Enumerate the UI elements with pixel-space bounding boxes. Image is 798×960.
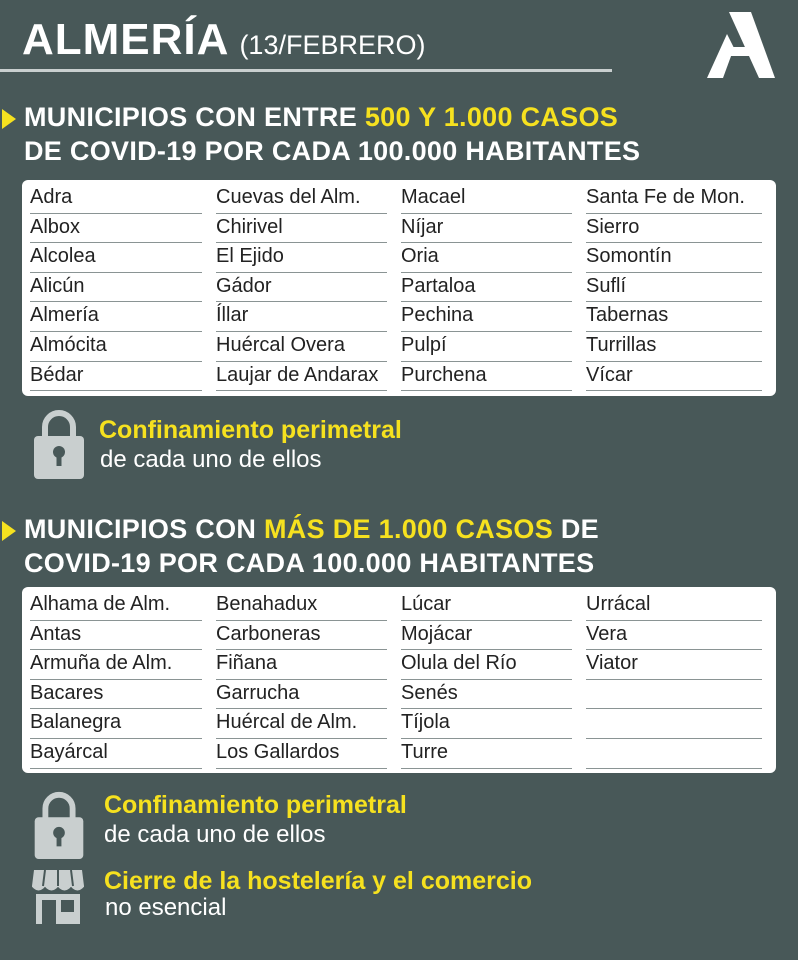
municipality-cell	[401, 590, 572, 621]
municipality-name: Íllar	[216, 304, 249, 327]
municipality-name: Chirivel	[216, 215, 283, 238]
municipality-cell	[586, 738, 762, 769]
section2-heading-text-end: DE	[553, 514, 599, 544]
municipality-name: Lúcar	[401, 593, 452, 615]
section1-heading-highlight: 500 Y 1.000 CASOS	[364, 102, 619, 132]
municipality-cell	[401, 331, 572, 362]
municipality-cell	[401, 361, 572, 392]
page-date: (13/FEBRERO)	[239, 30, 426, 60]
municipality-name: Los Gallardos	[216, 741, 340, 763]
municipality-table-over-1000	[22, 587, 776, 773]
municipality-cell	[30, 361, 202, 392]
municipality-name: Tabernas	[586, 304, 669, 327]
municipality-name: Viator	[586, 652, 638, 675]
municipality-cell	[30, 590, 202, 621]
municipality-name: Huércal de Alm.	[216, 711, 358, 734]
municipality-name: Cuevas del Alm.	[216, 186, 361, 208]
municipality-cell	[401, 620, 572, 651]
municipality-name: Níjar	[401, 215, 444, 238]
municipality-cell	[586, 242, 762, 273]
municipality-cell	[30, 213, 202, 244]
municipality-name: Gádor	[216, 274, 272, 297]
municipality-cell	[30, 301, 202, 332]
table-column	[578, 587, 768, 773]
municipality-name: El Ejido	[216, 245, 284, 268]
page-title: ALMERÍA	[22, 15, 230, 64]
municipality-cell	[216, 183, 387, 214]
municipality-cell	[30, 679, 202, 710]
table-column	[22, 587, 208, 773]
municipality-cell	[30, 708, 202, 739]
municipality-name: Partaloa	[401, 274, 476, 297]
municipality-cell	[216, 738, 387, 769]
section2-heading-line2: COVID-19 POR CADA 100.000 HABITANTES	[24, 548, 595, 578]
notice-confinement-1	[0, 405, 798, 485]
lock-icon	[34, 407, 84, 479]
section2-heading	[0, 512, 798, 580]
municipality-cell	[216, 301, 387, 332]
municipality-name: Urrácal	[586, 593, 651, 615]
municipality-cell	[216, 242, 387, 273]
municipality-name: Senés	[401, 681, 458, 704]
municipality-name: Pechina	[401, 304, 474, 327]
municipality-cell	[216, 361, 387, 392]
municipality-cell	[586, 361, 762, 392]
municipality-name: Antas	[30, 622, 82, 645]
municipality-name: Macael	[401, 186, 466, 208]
municipality-name: Laujar de Andarax	[216, 363, 379, 386]
notice-title: Confinamiento perimetral	[99, 416, 402, 444]
municipality-name: Tíjola	[401, 711, 450, 734]
municipality-name: Garrucha	[216, 681, 300, 704]
municipality-name: Alhama de Alm.	[30, 593, 171, 615]
municipality-name: Olula del Río	[401, 652, 517, 675]
municipality-table-500-1000	[22, 180, 776, 396]
municipality-cell	[586, 590, 762, 621]
municipality-cell	[30, 242, 202, 273]
municipality-name: Bacares	[30, 681, 104, 704]
municipality-name: Armuña de Alm.	[30, 652, 173, 675]
municipality-cell	[216, 213, 387, 244]
section2-heading-highlight: MÁS DE 1.000 CASOS	[264, 514, 554, 544]
table-column	[22, 180, 208, 396]
municipality-cell	[586, 183, 762, 214]
municipality-name: Benahadux	[216, 593, 318, 615]
arrow-icon	[2, 521, 16, 541]
municipality-cell	[586, 708, 762, 739]
municipality-name: Fiñana	[216, 652, 278, 675]
municipality-cell	[216, 679, 387, 710]
municipality-cell	[216, 708, 387, 739]
municipality-name: Turrillas	[586, 334, 657, 356]
municipality-name: Almócita	[30, 334, 107, 356]
municipality-name: Almería	[30, 304, 99, 327]
municipality-name: Bayárcal	[30, 741, 108, 763]
municipality-name: Purchena	[401, 363, 487, 386]
municipality-name: Vícar	[586, 363, 633, 386]
municipality-cell	[216, 649, 387, 680]
table-column	[393, 587, 578, 773]
municipality-name: Suflí	[586, 274, 627, 297]
municipality-name: Santa Fe de Mon.	[586, 186, 745, 208]
municipality-name: Turre	[401, 741, 449, 763]
municipality-cell	[586, 649, 762, 680]
municipality-cell	[401, 213, 572, 244]
municipality-name: Pulpí	[401, 334, 447, 356]
municipality-name: Sierro	[586, 215, 640, 238]
table-column	[208, 180, 393, 396]
notice-closure	[0, 860, 798, 940]
municipality-cell	[586, 620, 762, 651]
municipality-name: Bédar	[30, 363, 84, 386]
municipality-cell	[401, 272, 572, 303]
municipality-name: Vera	[586, 622, 628, 645]
municipality-name: Adra	[30, 186, 73, 208]
section1-heading	[0, 100, 798, 168]
municipality-name: Somontín	[586, 245, 672, 268]
municipality-cell	[216, 620, 387, 651]
municipality-cell	[586, 331, 762, 362]
section2-heading-text: MUNICIPIOS CON	[24, 514, 265, 544]
notice-subtitle: de cada uno de ellos	[104, 821, 326, 848]
municipality-name: Oria	[401, 245, 439, 268]
shop-icon	[32, 868, 84, 924]
municipality-cell	[30, 738, 202, 769]
table-column	[208, 587, 393, 773]
municipality-cell	[401, 183, 572, 214]
municipality-cell	[216, 590, 387, 621]
municipality-cell	[586, 213, 762, 244]
municipality-cell	[30, 649, 202, 680]
section1-heading-text: MUNICIPIOS CON ENTRE	[24, 102, 365, 132]
municipality-cell	[586, 272, 762, 303]
notice-title: Cierre de la hostelería y el comercio	[104, 867, 532, 895]
notice-title: Confinamiento perimetral	[104, 791, 407, 819]
junta-andalucia-logo	[707, 12, 775, 78]
municipality-name: Balanegra	[30, 711, 122, 734]
notice-subtitle: no esencial	[105, 894, 227, 921]
municipality-cell	[30, 620, 202, 651]
municipality-name: Albox	[30, 215, 81, 238]
municipality-name: Alcolea	[30, 245, 96, 268]
header-divider	[0, 69, 612, 72]
municipality-cell	[401, 738, 572, 769]
arrow-icon	[2, 109, 16, 129]
municipality-cell	[30, 331, 202, 362]
notice-subtitle: de cada uno de ellos	[100, 446, 322, 473]
lock-icon	[34, 789, 84, 859]
municipality-cell	[586, 679, 762, 710]
table-column	[393, 180, 578, 396]
municipality-cell	[30, 183, 202, 214]
municipality-cell	[30, 272, 202, 303]
municipality-cell	[216, 331, 387, 362]
municipality-name: Alicún	[30, 274, 85, 297]
municipality-name: Huércal Overa	[216, 334, 345, 356]
municipality-cell	[401, 708, 572, 739]
municipality-cell	[401, 679, 572, 710]
municipality-cell	[401, 242, 572, 273]
header	[22, 14, 425, 66]
notice-confinement-2	[0, 785, 798, 865]
municipality-name: Carboneras	[216, 622, 321, 645]
municipality-cell	[401, 301, 572, 332]
municipality-name: Mojácar	[401, 622, 473, 645]
municipality-cell	[216, 272, 387, 303]
municipality-cell	[401, 649, 572, 680]
section1-heading-line2: DE COVID-19 POR CADA 100.000 HABITANTES	[24, 136, 641, 166]
municipality-cell	[586, 301, 762, 332]
table-column	[578, 180, 768, 396]
